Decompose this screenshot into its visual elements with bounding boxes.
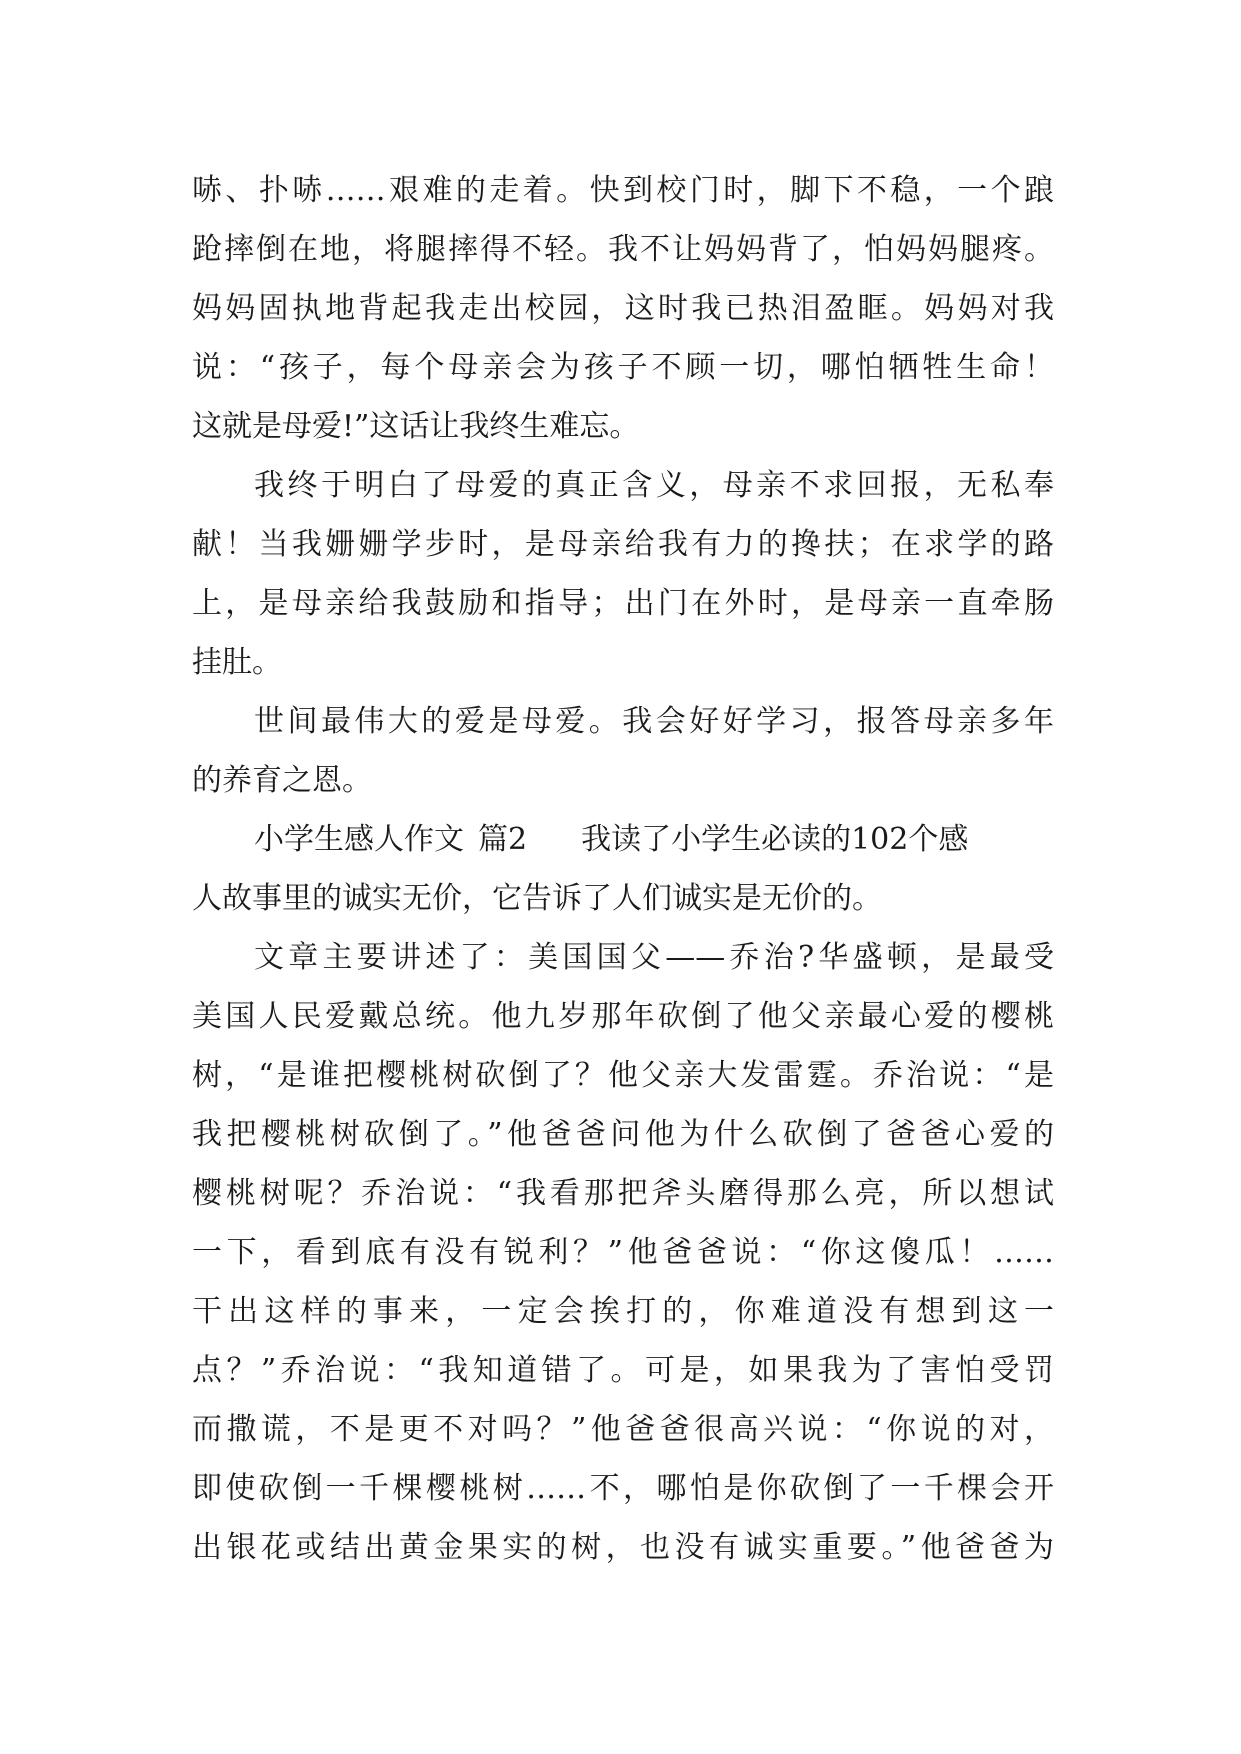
text-line: 跄摔倒在地，将腿摔得不轻。我不让妈妈背了，怕妈妈腿疼。	[192, 232, 1054, 267]
text-line: 樱桃树呢？乔治说：“我看那把斧头磨得那么亮，所以想试	[192, 1176, 1054, 1211]
text-line: 即使砍倒一千棵樱桃树……不，哪怕是你砍倒了一千棵会开	[192, 1471, 1054, 1506]
text-line: 的养育之恩。	[192, 763, 372, 798]
text-span: 我读了小学生必读的102个感	[581, 822, 969, 857]
text-line: 献！当我姗姗学步时，是母亲给我有力的搀扶；在求学的路	[192, 527, 1054, 562]
text-line: 出银花或结出黄金果实的树，也没有诚实重要。”他爸爸为	[192, 1530, 1054, 1565]
text-line: 点？”乔治说：“我知道错了。可是，如果我为了害怕受罚	[192, 1353, 1054, 1388]
text-line: 美国人民爱戴总统。他九岁那年砍倒了他父亲最心爱的樱桃	[192, 999, 1054, 1034]
text-line: 树，“是谁把樱桃树砍倒了？他父亲大发雷霆。乔治说：“是	[192, 1058, 1054, 1093]
section-number: 篇2	[478, 822, 528, 857]
text-line: 这就是母爱!”这话让我终生难忘。	[192, 409, 640, 444]
text-line: 我终于明白了母爱的真正含义，母亲不求回报，无私奉	[254, 468, 1054, 503]
section-heading-line	[192, 810, 1054, 869]
document-body	[192, 161, 1054, 1577]
text-line: 世间最伟大的爱是母爱。我会好好学习，报答母亲多年	[254, 704, 1054, 739]
text-line: 我把樱桃树砍倒了。”他爸爸问他为什么砍倒了爸爸心爱的	[192, 1117, 1054, 1152]
text-line: 哧、扑哧……艰难的走着。快到校门时，脚下不稳，一个踉	[192, 173, 1054, 208]
text-line: 人故事里的诚实无价，它告诉了人们诚实是无价的。	[192, 881, 882, 916]
text-line: 说：“孩子，每个母亲会为孩子不顾一切，哪怕牺牲生命！	[192, 350, 1054, 385]
text-line: 干出这样的事来，一定会挨打的，你难道没有想到这一	[192, 1294, 1054, 1329]
text-line: 而撒谎，不是更不对吗？”他爸爸很高兴说：“你说的对，	[192, 1412, 1054, 1447]
text-line: 上，是母亲给我鼓励和指导；出门在外时，是母亲一直牵肠	[192, 586, 1054, 621]
text-line: 挂肚。	[192, 645, 282, 680]
text-line: 妈妈固执地背起我走出校园，这时我已热泪盈眶。妈妈对我	[192, 291, 1054, 326]
text-line: 一下，看到底有没有锐利？”他爸爸说：“你这傻瓜！……	[192, 1235, 1054, 1270]
section-heading: 小学生感人作文	[254, 822, 464, 857]
text-line: 文章主要讲述了：美国国父——乔治?华盛顿，是最受	[254, 940, 1054, 975]
